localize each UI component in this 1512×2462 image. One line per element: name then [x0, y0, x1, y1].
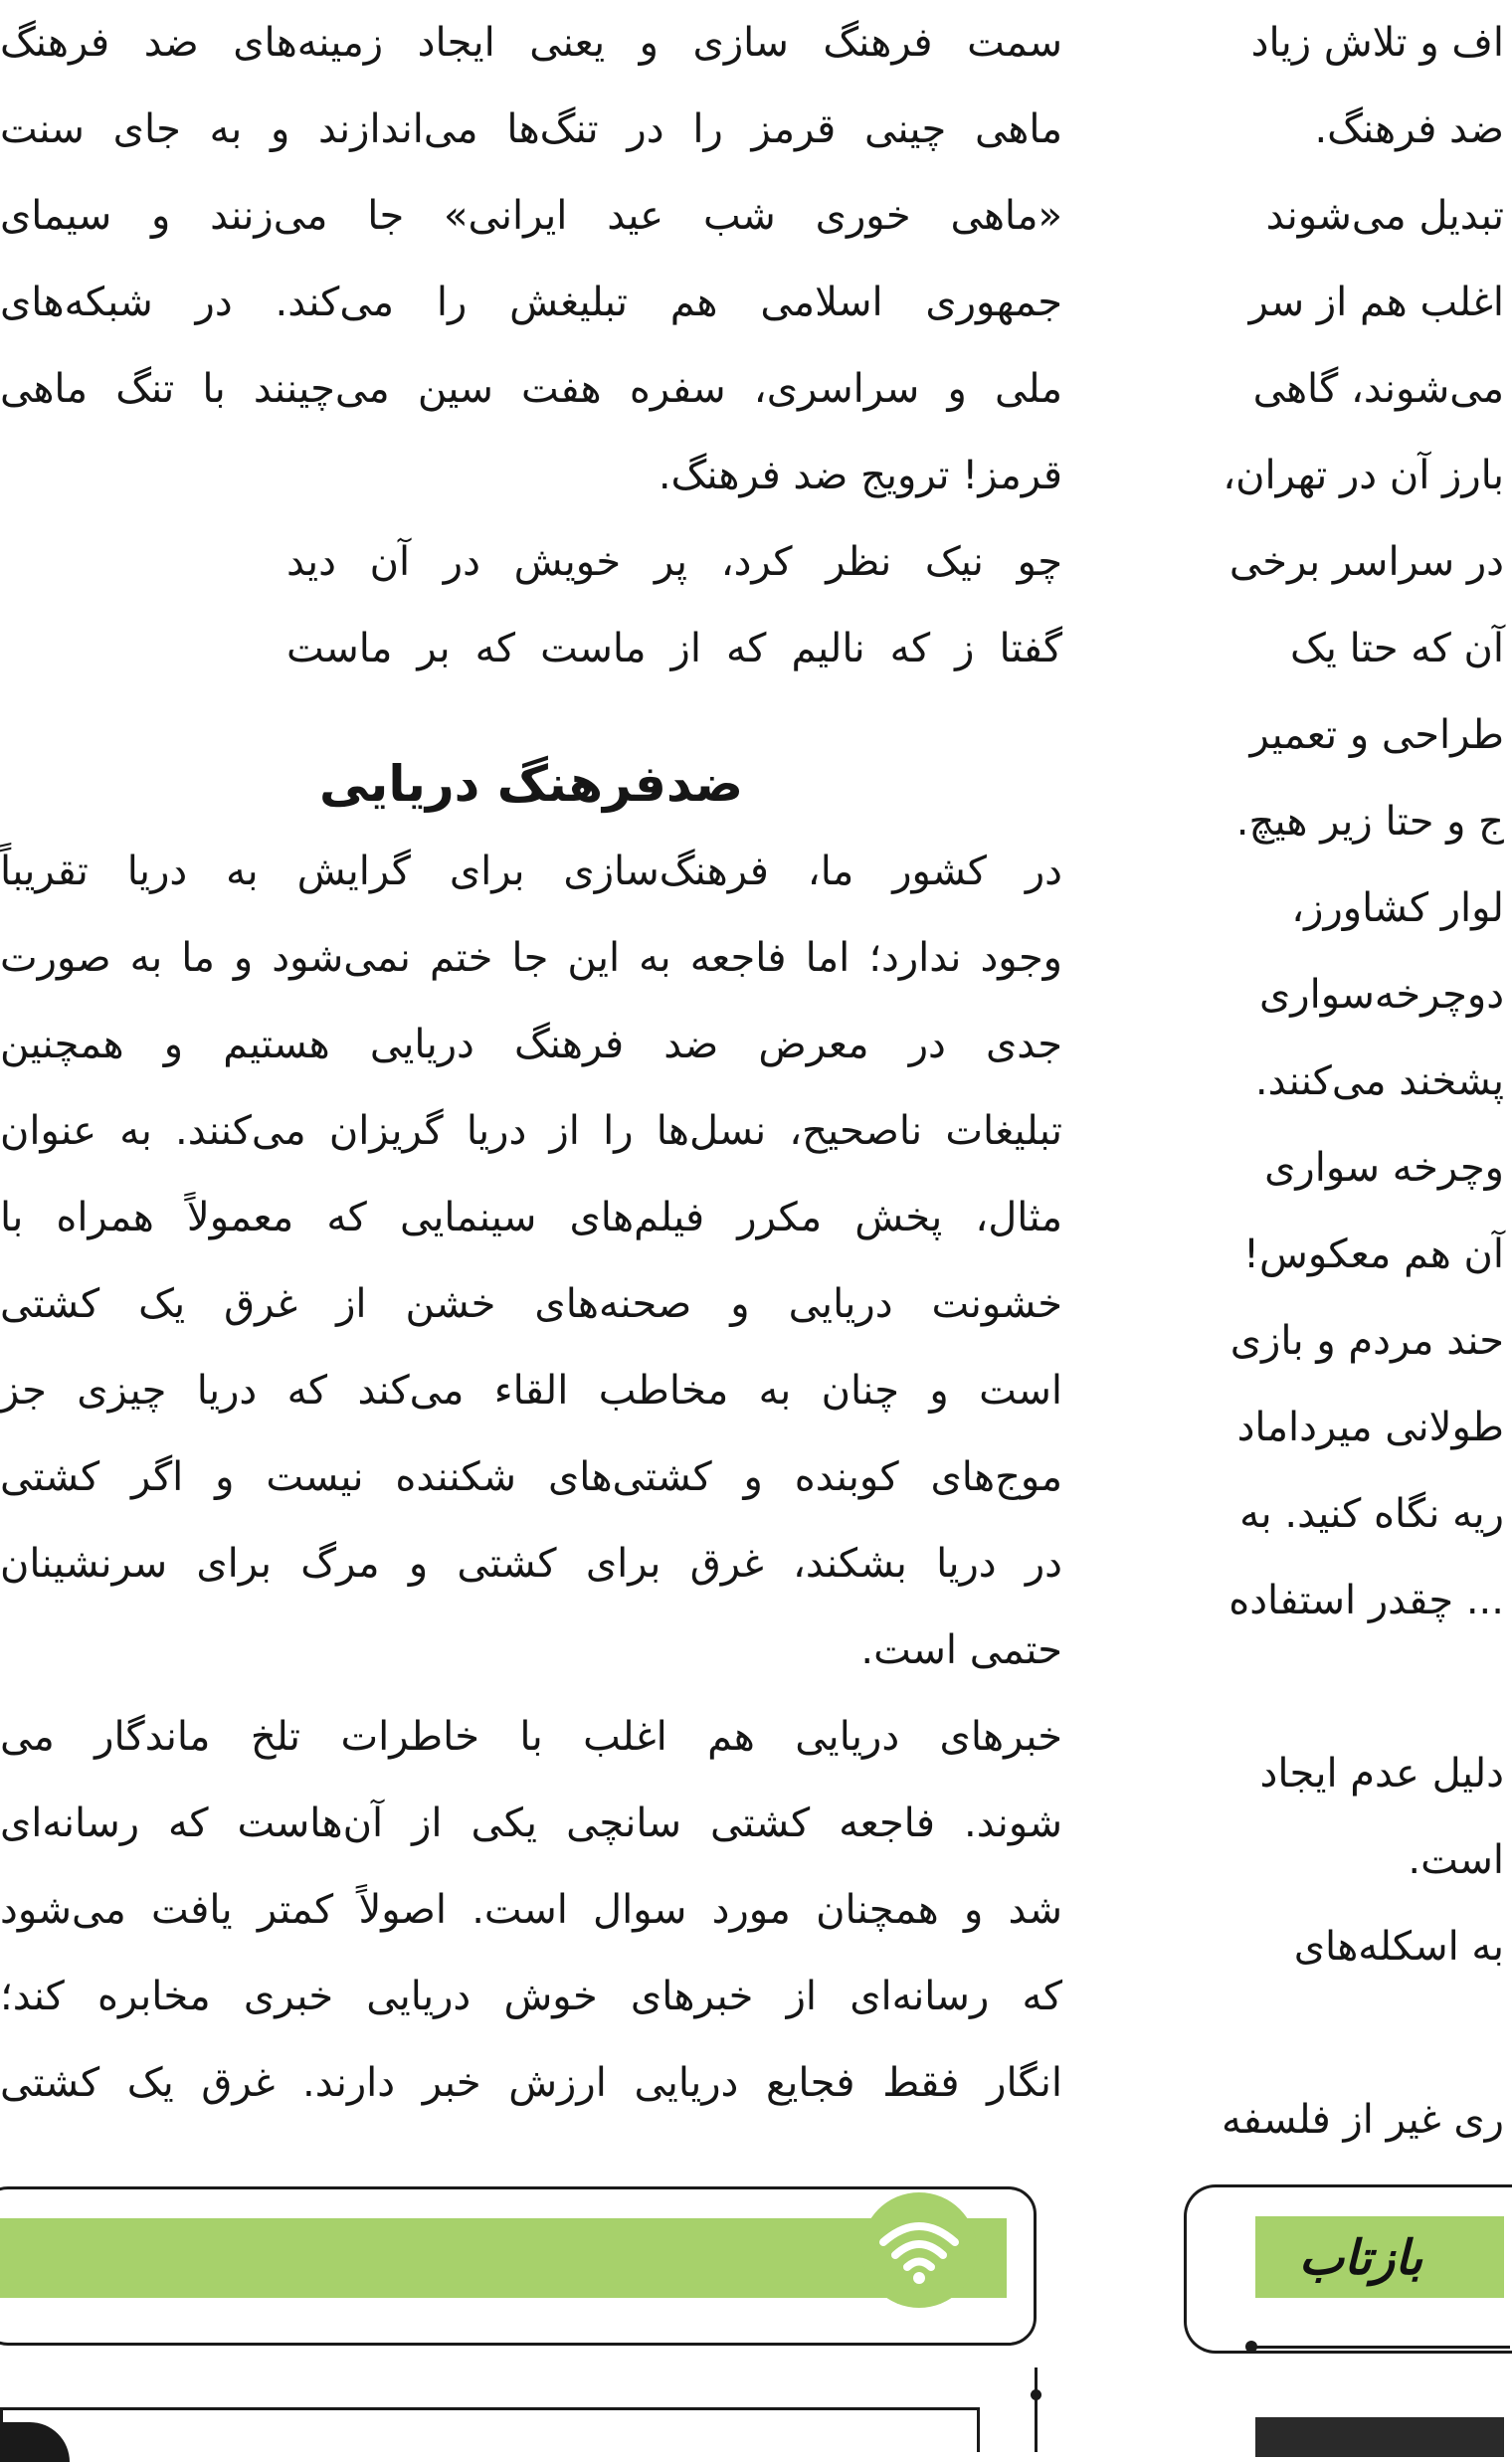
main-article-column [0, 0, 1062, 692]
paragraph-line: ریه نگاه کنید. به [1239, 1491, 1504, 1537]
paragraph-line: بارز آن در تهران، [1223, 453, 1504, 498]
paragraph-line: پشخند می‌کنند. [1254, 1058, 1504, 1104]
photo-frame [0, 2407, 980, 2452]
paragraph-line: ملی و سراسری، سفره هفت سین می‌چینند با تنگ ماهی [0, 366, 1062, 412]
paragraph-line: حتمی است. [860, 1627, 1062, 1673]
paragraph-line: تبدیل می‌شوند [1265, 193, 1504, 239]
right-article-column [1166, 0, 1504, 2164]
paragraph-line: سمت فرهنگ سازی و یعنی ایجاد زمینه‌های ضد فرهنگ [0, 20, 1062, 66]
paragraph-line [1166, 1644, 1504, 1731]
paragraph-line: شوند. فاجعه کشتی سانچی یکی از آن‌هاست که رسانه‌ای [0, 1800, 1062, 1846]
paragraph-line: ماهی چینی قرمز را در تنگ‌ها می‌اندازند و به جای سنت [0, 106, 1062, 152]
paragraph-line: است. [1408, 1837, 1504, 1883]
paragraph-line: در دریا بشکند، غرق برای کشتی و مرگ برای سرنشینان [0, 1541, 1062, 1587]
wifi-icon-graphic [873, 2204, 965, 2296]
paragraph-line: جمهوری اسلامی هم تبلیغش را می‌کند. در شبکه‌های [0, 280, 1062, 325]
poem-verse-line [0, 606, 1062, 692]
bazetab-title: بازتاب [1298, 2230, 1423, 2286]
paragraph-line: در کشور ما، فرهنگ‌سازی برای گرایش به دریا تقریباً [0, 849, 1062, 894]
paragraph-line: ری غیر از فلسفه [1222, 2097, 1504, 2143]
photo-thumbnail [1255, 2417, 1504, 2457]
paragraph-line: که رسانه‌ای از خبرهای خوش دریایی خبری مخابره کند؛ [0, 1974, 1062, 2019]
poem-verse-line [0, 519, 1062, 606]
paragraph-line: آن هم معکوس! [1243, 1231, 1504, 1277]
paragraph-line: در سراسر برخی [1228, 539, 1504, 585]
section-heading: ضدفرهنگ دریایی [318, 755, 744, 813]
paragraph-line: آن که حتا یک [1289, 626, 1504, 671]
paragraph-line: اف و تلاش زیاد [1250, 20, 1504, 66]
paragraph-line: مثال، پخش مکرر فیلم‌های سینمایی که معمولاً همراه با [0, 1195, 1062, 1240]
paragraph-line: وجود ندارد؛ اما فاجعه به این جا ختم نمی‌شود و ما به صورت [0, 935, 1062, 981]
paragraph-line [1166, 1990, 1504, 2077]
paragraph-line: قرمز! ترویج ضد فرهنگ. [658, 453, 1062, 498]
paragraph-line: می‌شوند، گاهی [1252, 366, 1504, 412]
paragraph-line: به اسکله‌های [1293, 1924, 1504, 1970]
wifi-icon [861, 2192, 977, 2308]
paragraph-line: شد و همچنان مورد سوال است. اصولاً کمتر یافت می‌شود [0, 1887, 1062, 1933]
paragraph-line: خشونت دریایی و صحنه‌های خشن از غرق یک کشتی [0, 1281, 1062, 1327]
paragraph-line: انگار فقط فجایع دریایی ارزش خبر دارند. غرق یک کشتی [0, 2060, 1062, 2106]
paragraph-line: «ماهی خوری شب عید ایرانی» جا می‌زنند و سیمای [0, 193, 1062, 239]
paragraph-line: موج‌های کوبنده و کشتی‌های شکننده نیست و اگر کشتی [0, 1454, 1062, 1500]
divider-dot [1031, 2389, 1041, 2400]
paragraph-line: لوار کشاورز، [1291, 885, 1504, 931]
paragraph-line: طولانی میرداماد [1236, 1405, 1504, 1450]
paragraph-line: وچرخه سواری [1264, 1145, 1504, 1191]
paragraph-line: است و چنان به مخاطب القاء می‌کند که دریا چیزی جز [0, 1368, 1062, 1414]
paragraph-line: خبرهای دریایی هم اغلب با خاطرات تلخ ماندگار می‌ [0, 1714, 1062, 1760]
paragraph-line: دوچرخه‌سواری [1258, 972, 1504, 1018]
section-banner-bar [0, 2218, 1007, 2298]
paragraph-line: حند مردم و بازی [1229, 1318, 1504, 1364]
paragraph-line: ج و حتا زیر هیچ. [1235, 799, 1504, 845]
main-article-column-continued [0, 829, 1062, 2127]
poem-verse-text: گفتا ز که نالیم که از ماست که بر ماست [286, 626, 1062, 671]
paragraph-line: جدی در معرض ضد فرهنگ دریایی هستیم و همچنین [0, 1022, 1062, 1067]
poem-verse-text: چو نیک نظر کرد، پر خویش در آن دید [286, 539, 1062, 585]
divider-line [1035, 2367, 1038, 2452]
divider-dot [1245, 2341, 1257, 2353]
paragraph-line: ضد فرهنگ. [1314, 106, 1504, 152]
paragraph-line: ... چقدر استفاده [1228, 1578, 1504, 1623]
divider-line [1251, 2346, 1510, 2349]
paragraph-line: دلیل عدم ایجاد [1259, 1751, 1504, 1797]
paragraph-line: تبلیغات ناصحیح، نسل‌ها را از دریا گریزان می‌کنند. به عنوان [0, 1108, 1062, 1154]
paragraph-line: اغلب هم از سر [1248, 280, 1504, 325]
paragraph-line: طراحی و تعمیر [1249, 712, 1504, 758]
